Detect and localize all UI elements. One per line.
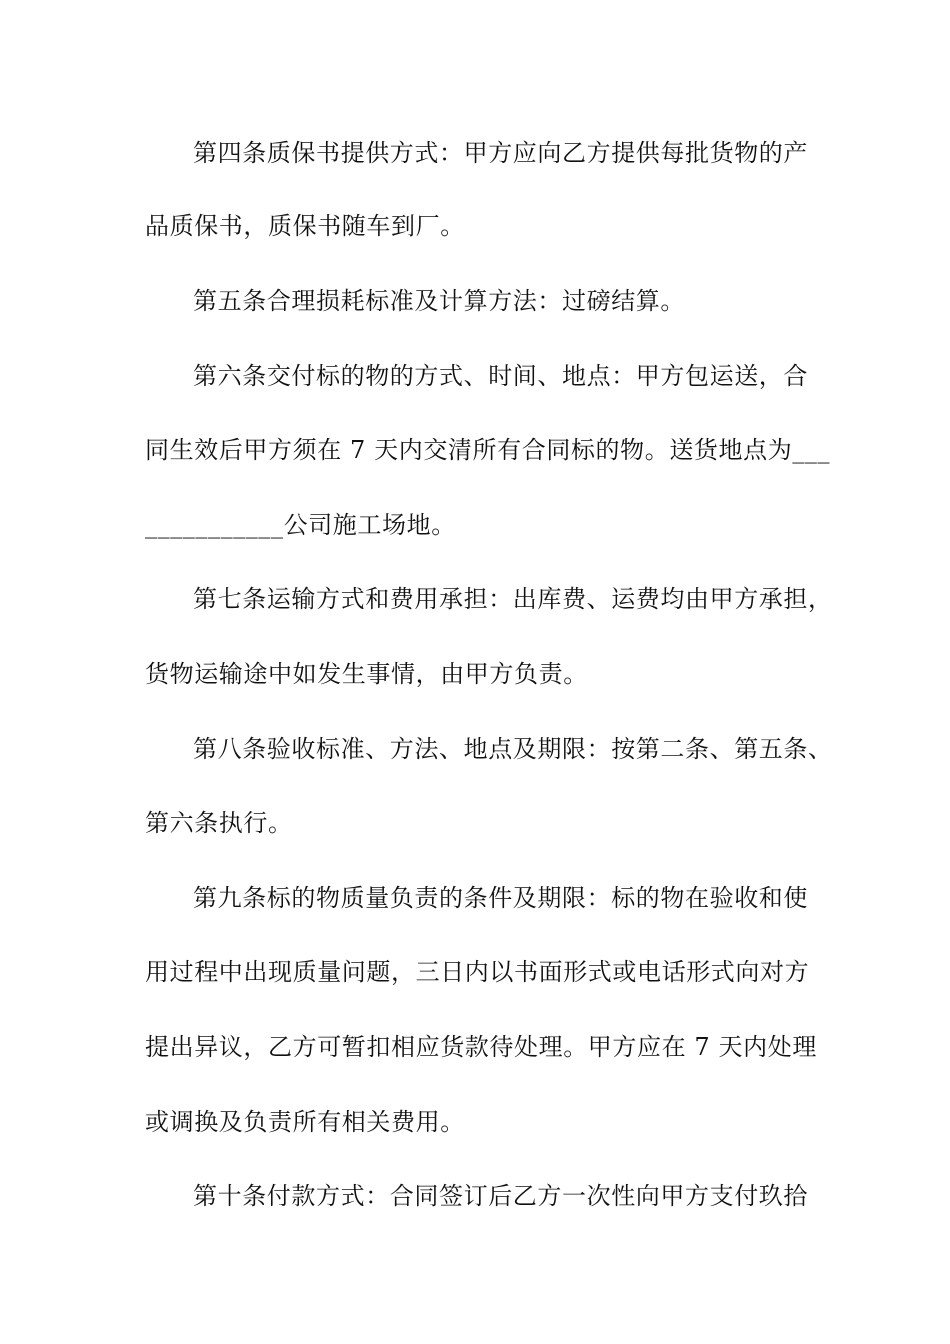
article-8-line-1: 第八条验收标准、方法、地点及期限：按第二条、第五条、 (193, 735, 833, 763)
article-9-line-3: 提出异议，乙方可暂扣相应货款待处理。甲方应在 7 天内处理 (145, 1033, 817, 1061)
article-7-line-2: 货物运输途中如发生事情，由甲方负责。 (145, 660, 588, 688)
article-6-line-2: 同生效后甲方须在 7 天内交清所有合同标的物。送货地点为___ (145, 436, 831, 464)
article-4-line-1: 第四条质保书提供方式：甲方应向乙方提供每批货物的产 (193, 139, 808, 167)
article-9-line-1: 第九条标的物质量负责的条件及期限：标的物在验收和使 (193, 884, 808, 912)
article-9-line-4: 或调换及负责所有相关费用。 (145, 1108, 465, 1136)
article-6-line-1: 第六条交付标的物的方式、时间、地点：甲方包运送，合 (193, 362, 808, 390)
article-6-line-3: ___________公司施工场地。 (145, 511, 456, 539)
article-4-line-2: 品质保书，质保书随车到厂。 (145, 212, 465, 240)
article-9-line-2: 用过程中出现质量问题，三日内以书面形式或电话形式向对方 (145, 958, 810, 986)
article-5-line-1: 第五条合理损耗标准及计算方法：过磅结算。 (193, 287, 685, 315)
article-8-line-2: 第六条执行。 (145, 809, 293, 837)
article-10-line-1: 第十条付款方式：合同签订后乙方一次性向甲方支付玖拾 (193, 1182, 808, 1210)
article-7-line-1: 第七条运输方式和费用承担：出库费、运费均由甲方承担， (193, 585, 833, 613)
